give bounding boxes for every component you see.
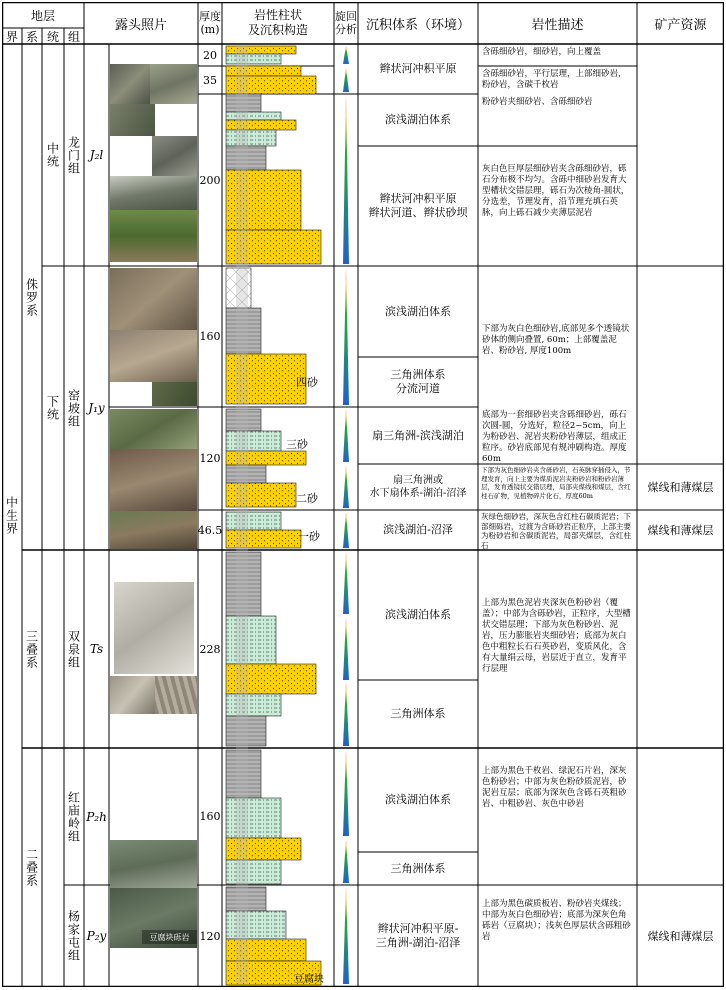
facies-text: 扇三角洲或 水下扇体系-湖泊-沼泽 xyxy=(369,475,467,499)
lithology-band xyxy=(226,512,281,530)
facies-text: 三角洲体系 xyxy=(390,861,446,875)
sand-label: 二砂 xyxy=(296,492,318,505)
group-yaopo: 窑坡组 xyxy=(66,388,81,428)
cycle-triangle xyxy=(343,750,349,836)
facies-text: 辫状河冲积平原 辫状河道、辫状砂坝 xyxy=(368,192,468,219)
sand-label: 三砂 xyxy=(286,438,308,451)
facies-text: 三角洲体系 分流河道 xyxy=(390,368,446,395)
photo-caption: 豆腐块砾岩 xyxy=(142,930,197,944)
cycle-triangle xyxy=(343,466,349,508)
lithology-band xyxy=(226,431,281,451)
code-j2l: J₂l xyxy=(89,148,104,162)
header-lithology: 岩性描述 xyxy=(531,17,584,33)
header-column: 岩性柱状 及沉积构造 xyxy=(247,8,308,37)
cycle-triangle xyxy=(343,618,349,680)
lithology-band xyxy=(226,130,276,146)
system-jurassic: 侏罗系 xyxy=(24,277,39,317)
lithology-text: 粉砂岩夹细砂岩、含砾细砂岩 xyxy=(482,97,593,107)
header-stratum: 地层 xyxy=(30,8,55,23)
lithology-band xyxy=(226,694,281,716)
sand-label: 豆腐块 xyxy=(294,973,324,985)
facies-text: 辫状河冲积平原 xyxy=(379,62,457,75)
code-p2y: P₂y xyxy=(86,929,107,943)
sand-label: 一砂 xyxy=(298,530,320,543)
lithology-axis xyxy=(236,46,248,984)
lithology-text: 含砾细砂岩，平行层理，上部细砂岩，粉砂岩，含碳千枚岩 xyxy=(482,69,627,90)
code-j1y: J₁y xyxy=(88,401,105,415)
thickness-value: 200 xyxy=(199,173,221,187)
mineral-text: 煤线和薄煤层 xyxy=(647,930,714,943)
lithology-band xyxy=(226,54,281,64)
cycle-triangle xyxy=(343,96,349,264)
thickness-value: 160 xyxy=(199,330,221,343)
cycle-triangle xyxy=(343,887,349,984)
lithology-text: 灰白色巨厚层细砂岩夹含砾细砂岩，砾石分布极不均匀。含砾中细砂岩发育大型槽状交错层理，砾石为次棱角-圆状，分选差，节理发育，沿节理充填石英脉，向上砾石减少夹薄层泥岩 xyxy=(482,164,630,218)
cycle-triangle xyxy=(343,409,349,462)
header-minerals: 矿产资源 xyxy=(654,17,707,33)
lithology-text: 灰绿色细砂岩，深灰色含红柱石碳质泥岩；下部细砾岩，过渡为含砾砂岩正粒序，上部主要为粉砂岩和含碳质泥岩，局部夹煤层，含红柱石 xyxy=(481,512,631,550)
header-group: 组 xyxy=(67,29,80,44)
lithology-band xyxy=(226,860,281,884)
stratigraphic-column-figure xyxy=(2,2,724,987)
cycle-triangle xyxy=(343,552,349,614)
mineral-text: 煤线和薄煤层 xyxy=(647,481,714,494)
thickness-value: 160 xyxy=(199,810,221,823)
era-label: 中生界 xyxy=(4,496,19,535)
lithology-text: 上部为黑色千枚岩、绿泥石片岩，深灰色粉砂岩；中部为灰色粉砂质泥岩，砂泥岩互层；底部为深灰色含砾石英粗砂岩、中粗砂岩、灰色中砂岩 xyxy=(482,766,627,809)
system-permian: 二叠系 xyxy=(24,848,39,887)
cycle-triangle xyxy=(343,268,349,405)
header-era: 界 xyxy=(5,29,18,44)
header-series: 统 xyxy=(46,29,59,44)
header-thickness: 厚度 (m) xyxy=(199,10,221,36)
thickness-value: 35 xyxy=(203,73,217,87)
group-shuangquan: 双泉组 xyxy=(66,629,81,669)
series-middle: 中统 xyxy=(45,142,60,168)
thickness-value: 120 xyxy=(199,929,221,943)
lithology-text: 下部为灰色细砂岩夹含砾砂岩，石英脉穿插侵入，节理发育，向上主要为煤质泥岩夹粉砂岩和粉砂岩薄层，发育透镜状交错层理，局部夹煤线和煤层，含红柱石矿物，见植物碎片化石，厚度60m xyxy=(481,466,631,500)
facies-text: 滨浅湖泊体系 xyxy=(385,608,451,621)
cycle-triangle xyxy=(343,682,349,746)
code-p2h: P₂h xyxy=(86,809,107,824)
sand-label: 四砂 xyxy=(296,376,318,389)
header-cycle: 旋回 分析 xyxy=(335,10,357,36)
lithology-band xyxy=(226,798,281,838)
header-system: 系 xyxy=(25,29,38,44)
thickness-value: 228 xyxy=(199,642,221,656)
lithology-text: 底部为一套细砂岩夹含砾细砂岩，砾石次圆-圆，分选好，粒径2~5cm，向上为粉砂岩、泥岩夹粉砂岩薄层，组成正粒序。砂岩底部见有规冲刷构造。厚度60m xyxy=(482,410,627,464)
lithology-text: 上部为黑色泥岩夹深灰色粉砂岩（覆盖）；中部为含砾砂岩，正粒序，大型槽状交错层理；下部为灰色粉砂岩、泥岩，压力膨胀岩夹细砂岩；底部为灰白色中粗粒长石石英砂岩，变质风化，含有大量绢云母，岩层近于直立，发育平行层理 xyxy=(482,598,631,674)
code-ts: Ts xyxy=(89,642,104,656)
thickness-value: 20 xyxy=(203,48,217,62)
mineral-text: 煤线和薄煤层 xyxy=(647,524,714,537)
cycle-triangle xyxy=(343,68,349,92)
facies-text: 三角洲体系 xyxy=(390,707,446,720)
cycle-triangle xyxy=(343,840,349,883)
group-hongmiaoling: 红庙岭组 xyxy=(66,790,81,843)
system-triassic: 三叠系 xyxy=(24,629,39,669)
series-lower: 下统 xyxy=(45,395,60,421)
thickness-value: 46.5 xyxy=(197,523,223,537)
lithology-band xyxy=(226,112,281,120)
lithology-band xyxy=(226,911,286,939)
facies-text: 滨浅湖泊体系 xyxy=(385,113,451,126)
group-yangjiatun: 杨家屯组 xyxy=(66,910,81,962)
lithology-text: 下部为灰白色细砂岩,底部见多个透镜状砂体的侧向叠置, 60m；上部覆盖泥岩、粉砂岩, 厚度100m xyxy=(482,324,630,356)
lithology-text: 含砾细砂岩，细砂岩，向上覆盖 xyxy=(482,47,602,57)
facies-text: 滨浅湖泊体系 xyxy=(385,304,451,318)
group-longmen: 龙门组 xyxy=(66,135,81,175)
facies-text: 辫状河冲积平原- 三角洲-湖泊-沼泽 xyxy=(375,922,461,949)
facies-text: 滨浅湖泊体系 xyxy=(385,793,451,806)
lithology-band xyxy=(226,616,276,664)
header-photos: 露头照片 xyxy=(114,17,167,33)
cycle-triangle xyxy=(343,512,349,548)
header-facies: 沉积体系（环境） xyxy=(365,17,470,33)
lithology-text: 上部为黑色碳质板岩、粉砂岩夹煤线；中部为灰白色细砂岩；底部为深灰色角砾岩（豆腐块）；浅灰色厚层状含砾粗砂岩 xyxy=(482,899,631,942)
facies-text: 滨浅湖泊-沼泽 xyxy=(383,523,453,536)
facies-text: 扇三角洲-滨浅湖泊 xyxy=(372,428,464,442)
cycle-triangle xyxy=(343,46,349,64)
thickness-value: 120 xyxy=(199,452,221,465)
